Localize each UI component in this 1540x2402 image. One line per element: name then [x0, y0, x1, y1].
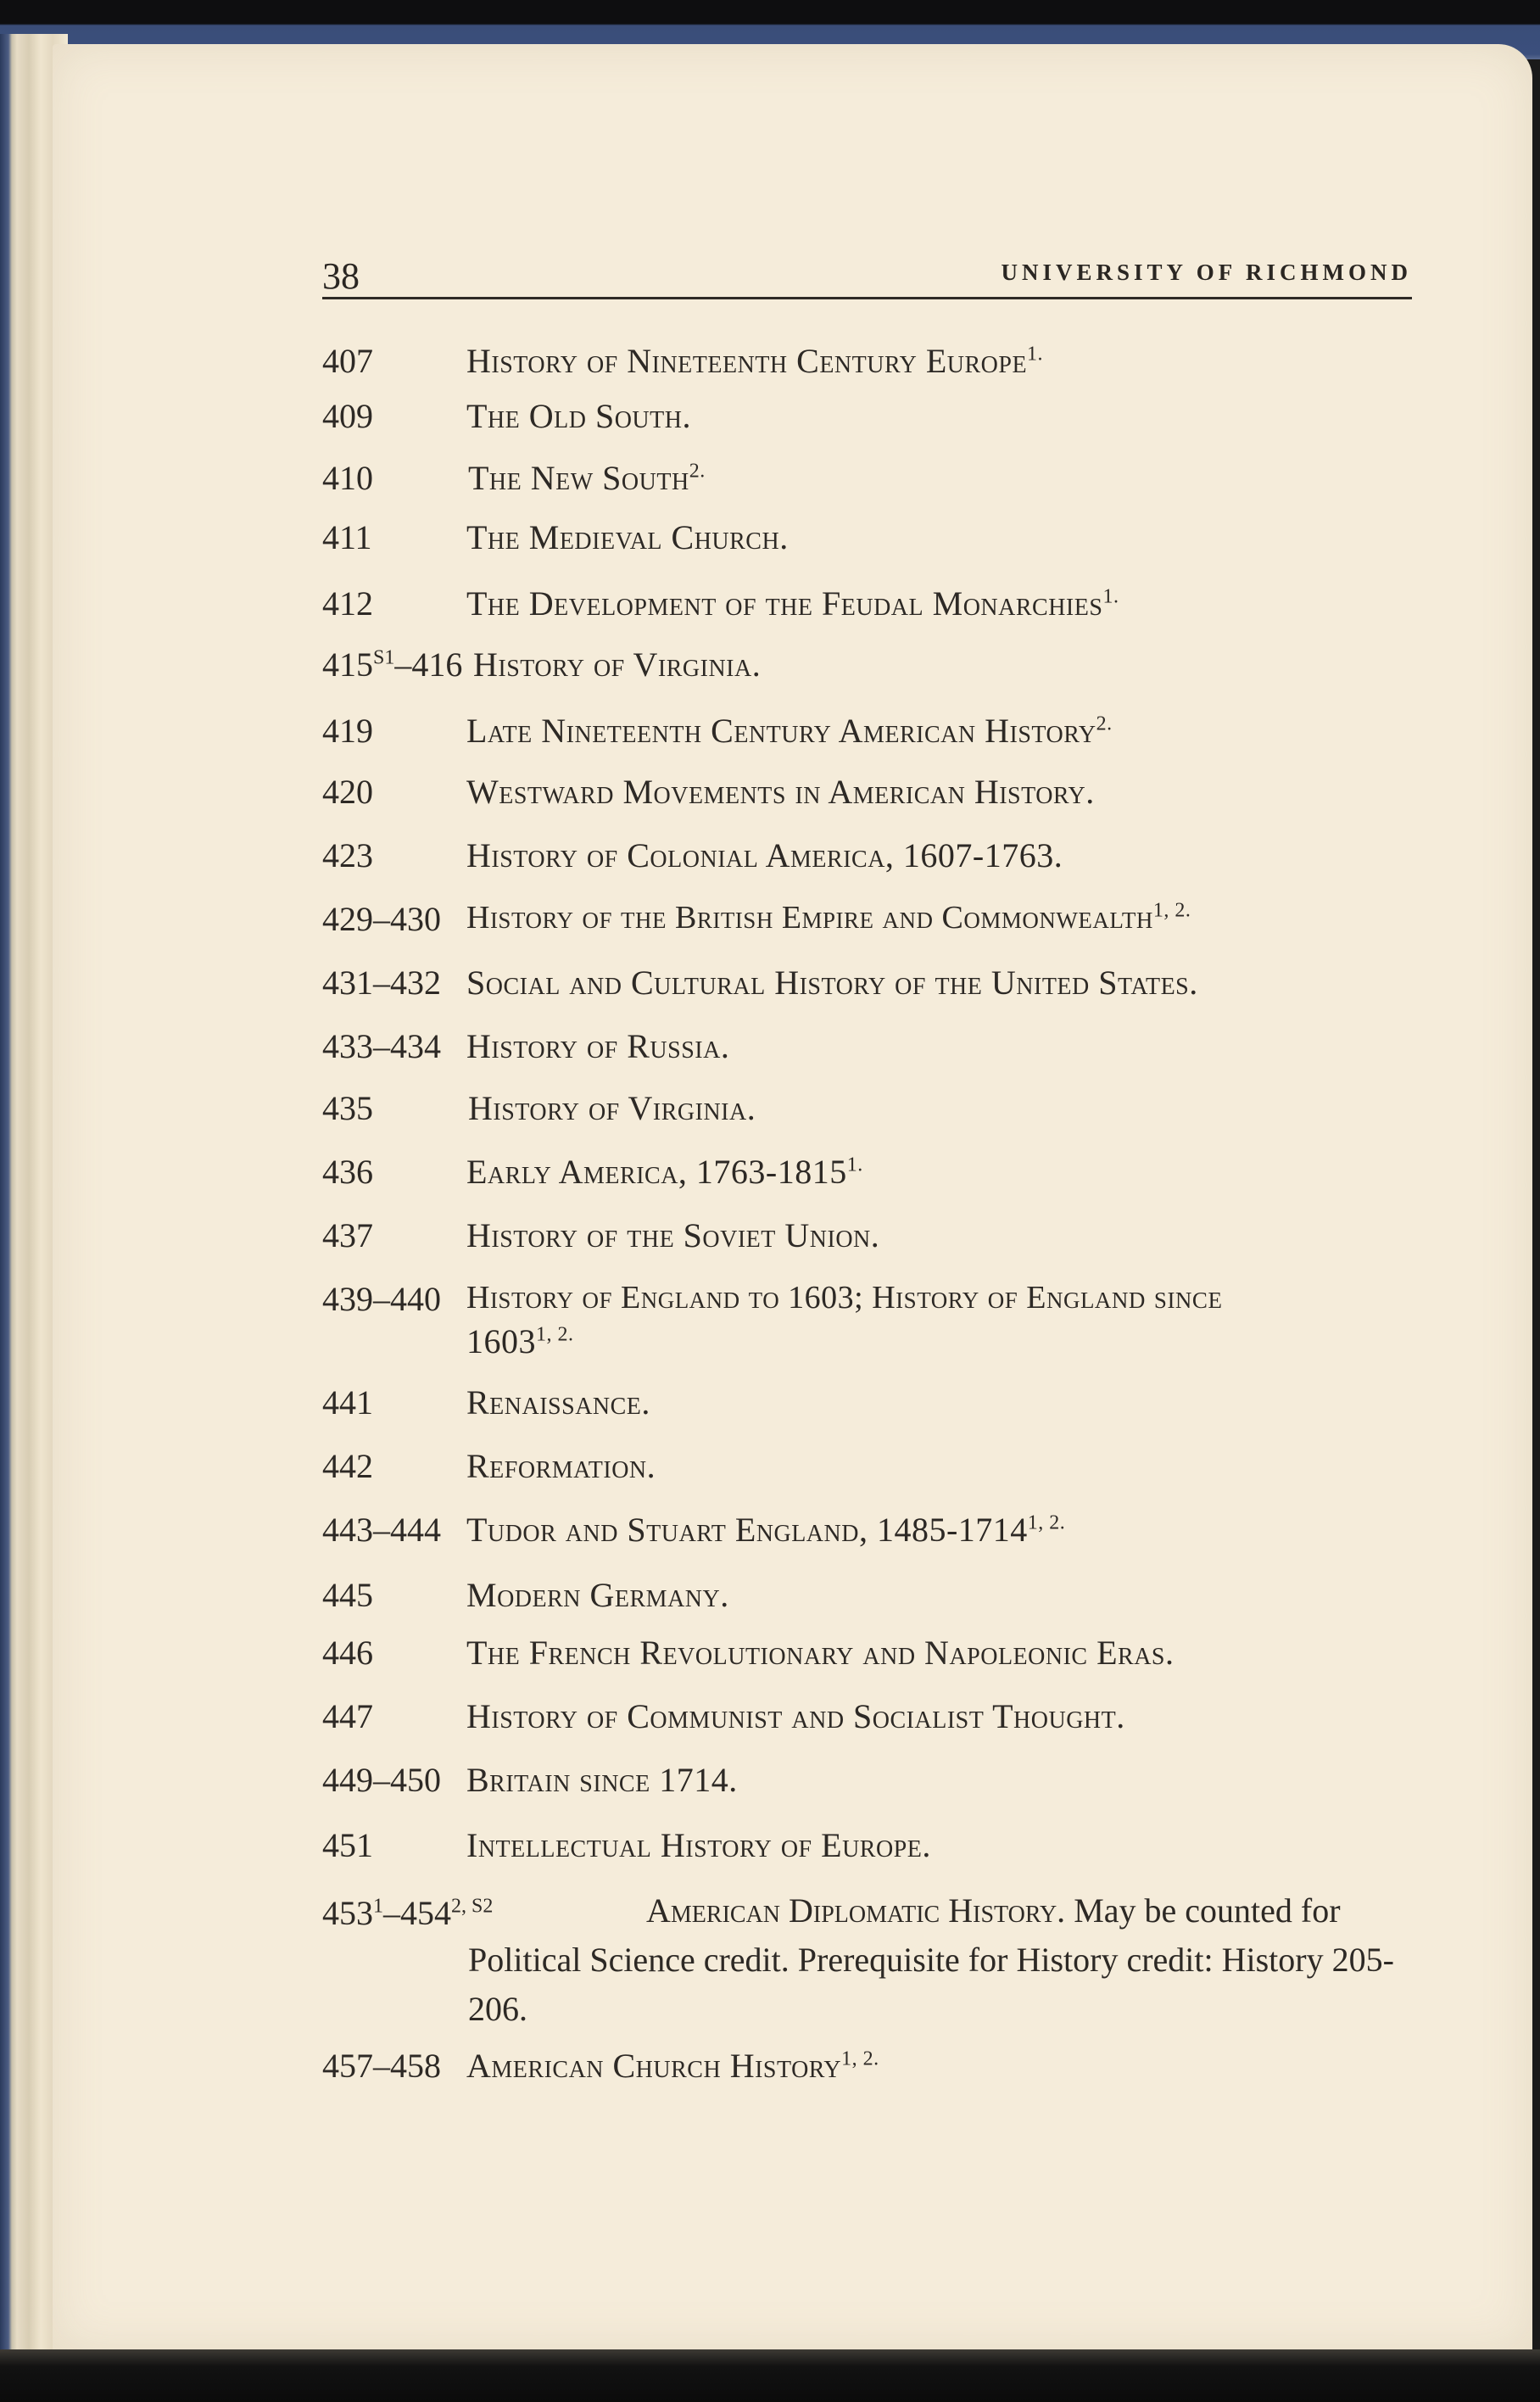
course-description [468, 1886, 1435, 2034]
course-title: Early America, $1763-1815^{1.}$ [466, 1153, 863, 1191]
course-number: $415^{S1}-416$ [322, 645, 463, 684]
course-title: American Diplomatic History. [646, 1891, 1066, 1930]
course-number: 411 [322, 518, 372, 556]
course-note: May be counted for Political Science credit. Prerequisite for History credit: History 205-206. [468, 1891, 1394, 2028]
course-title: History of the British Empire and Commonwealth$^{1, 2.}$ [466, 899, 1191, 936]
course-title: Intellectual History of Europe. [466, 1826, 931, 1864]
footnote-marker: 1, 2. [841, 2047, 879, 2070]
footnote-marker: 1. [846, 1154, 863, 1176]
footnote-marker: 1, 2. [1152, 899, 1191, 922]
course-number: 420 [322, 773, 373, 811]
footnote-marker: 1. [1027, 343, 1044, 366]
course-title-continued: $1603^{1, 2.}$ [466, 1322, 574, 1360]
course-number: 407 [322, 342, 373, 380]
course-number: 447 [322, 1697, 373, 1735]
running-title: UNIVERSITY OF RICHMOND [1001, 260, 1412, 285]
course-title: The Development of the Feudal Monarchies$^{1.}$ [466, 584, 1119, 623]
course-number: 445 [322, 1576, 373, 1614]
course-title: History of Virginia. [473, 645, 762, 684]
page-number: 38 [322, 255, 360, 297]
course-title: Social and Cultural History of the United States. [466, 964, 1198, 1002]
course-title: Tudor and Stuart England, $1485-1714^{1, 2.}$ [466, 1511, 1066, 1549]
course-title: History of Communist and Socialist Thought. [466, 1697, 1125, 1735]
course-title: The Old South. [466, 397, 691, 435]
course-number: 429–430 [322, 900, 441, 938]
course-title: History of Virginia. [468, 1089, 756, 1127]
course-title: History of Colonial America, 1607-1763. [466, 836, 1063, 874]
footnote-marker: 2. [689, 460, 706, 483]
course-number: 435 [322, 1089, 373, 1127]
course-title: The French Revolutionary and Napoleonic Eras. [466, 1634, 1175, 1672]
course-number: 409 [322, 397, 373, 435]
footnote-marker: 1, 2. [536, 1323, 574, 1346]
course-number: 442 [322, 1447, 373, 1485]
course-number: 410 [322, 459, 373, 497]
course-number: $453^1-454^{2, S2}$ [322, 1894, 494, 1932]
course-title: Modern Germany. [466, 1576, 729, 1614]
course-title: Britain since 1714. [466, 1761, 738, 1799]
course-title: History of Nineteenth Century Europe$^{1.}$ [466, 342, 1044, 380]
course-title: The Medieval Church. [466, 518, 789, 556]
course-number: 419 [322, 712, 373, 750]
footnote-marker: 1. [1102, 585, 1119, 608]
course-number: 441 [322, 1383, 373, 1422]
course-number: 412 [322, 584, 373, 623]
course-number: 451 [322, 1826, 373, 1864]
running-header [322, 254, 1412, 299]
course-title: History of England to 1603; History of England since [466, 1280, 1223, 1316]
course-number: 433–434 [322, 1027, 441, 1065]
course-title: History of the Soviet Union. [466, 1216, 880, 1254]
course-title: Westward Movements in American History. [466, 773, 1095, 811]
footnote-marker: 2. [1096, 712, 1113, 735]
course-title: The New South$^{2.}$ [468, 459, 706, 497]
course-number: 443–444 [322, 1511, 441, 1549]
course-number: 449–450 [322, 1761, 441, 1799]
course-number: 457–458 [322, 2047, 441, 2085]
course-number: 439–440 [322, 1280, 441, 1318]
course-title: Renaissance. [466, 1383, 650, 1422]
scan-bottom-border [0, 2349, 1540, 2402]
course-title: American Church History$^{1, 2.}$ [466, 2047, 879, 2085]
course-title: Reformation. [466, 1447, 656, 1485]
course-number: 436 [322, 1153, 373, 1191]
course-number: 437 [322, 1216, 373, 1254]
course-title: Late Nineteenth Century American History$^{2.}$ [466, 712, 1113, 750]
course-number: 431–432 [322, 964, 441, 1002]
course-number: 446 [322, 1634, 373, 1672]
footnote-marker: 1, 2. [1027, 1511, 1066, 1534]
course-number: 423 [322, 836, 373, 874]
course-title: History of Russia. [466, 1027, 730, 1065]
